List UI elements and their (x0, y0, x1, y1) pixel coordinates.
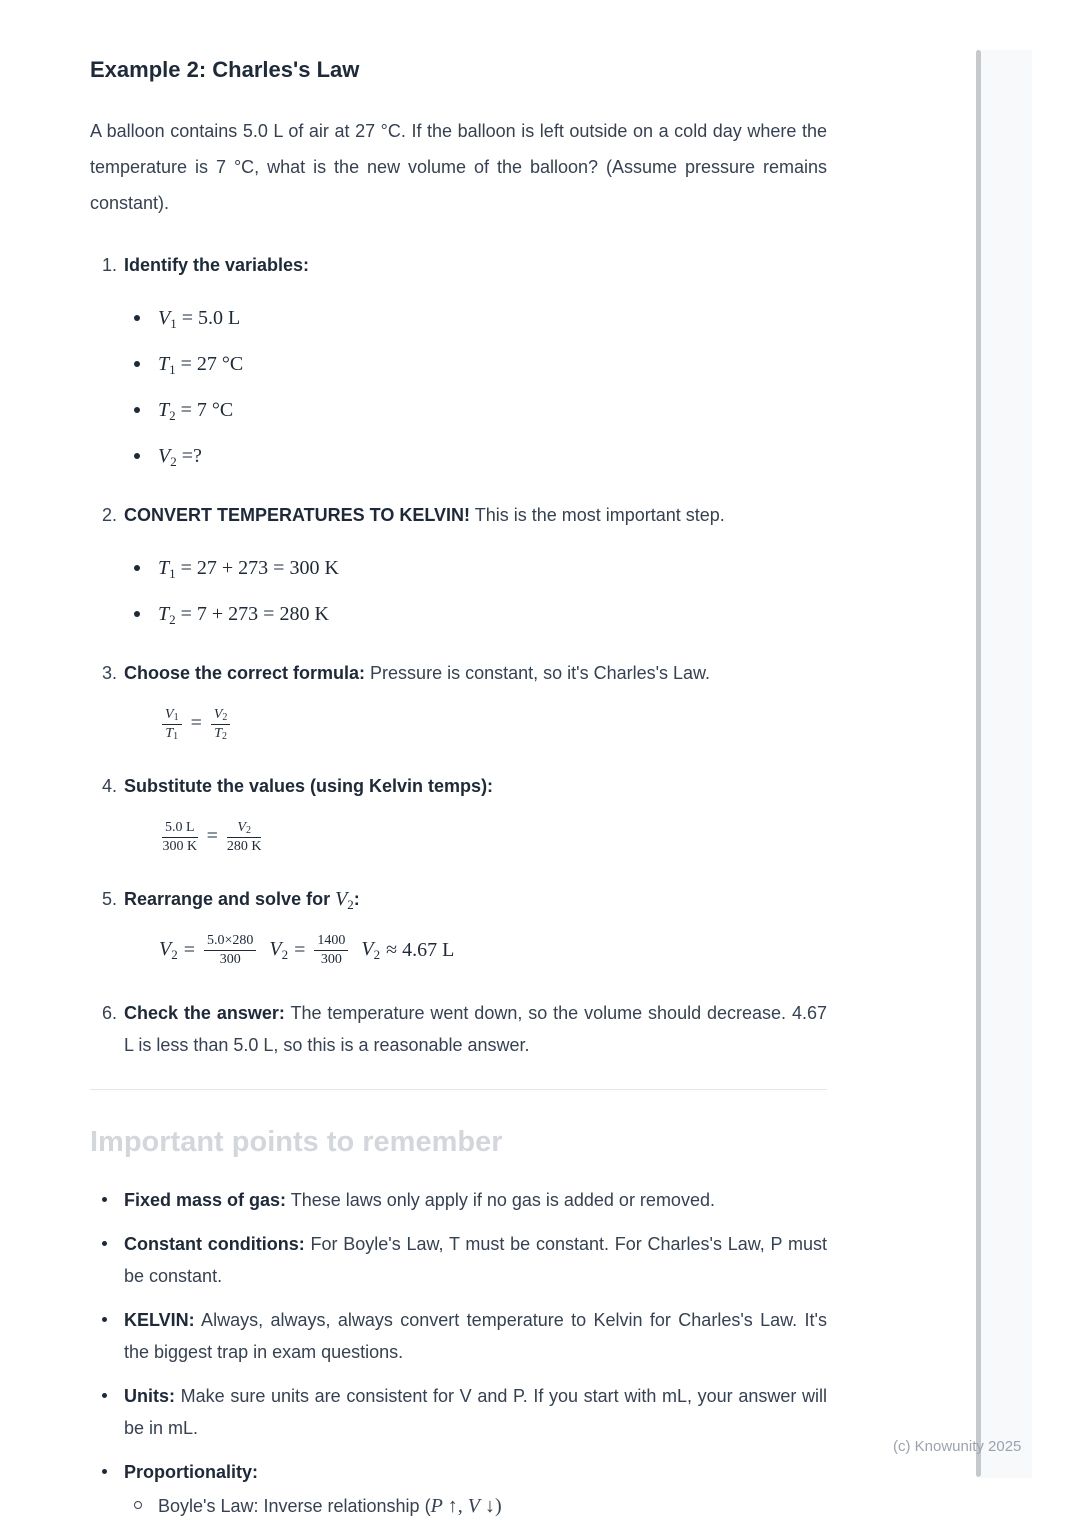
fraction-numerator: 1400 (314, 933, 348, 951)
step-label: Rearrange and solve for (124, 889, 336, 910)
list-item (124, 397, 827, 425)
math-subscript: 1 (173, 731, 179, 743)
math-subscript: 2 (373, 947, 381, 963)
math-expression (158, 399, 233, 421)
bullet-icon (134, 315, 140, 321)
math-subscript: 2 (169, 408, 176, 423)
document-page (90, 0, 827, 1534)
note-text: Make sure units are consistent for V and P. If you start with mL, your answer will be in mL. (124, 1385, 827, 1438)
section-divider (90, 1089, 827, 1090)
bullet-icon (134, 565, 140, 571)
solution-steps-list (90, 249, 827, 1061)
circle-bullet-icon (134, 1501, 142, 1509)
fraction-denominator: 300 (320, 952, 342, 968)
bullet-icon (102, 1393, 107, 1398)
example-heading: Example 2: Charles's Law (90, 57, 360, 82)
fraction-numerator (227, 820, 262, 838)
note-text: Always, always, always convert temperature to Kelvin for Charles's Law. It's the biggest trap in exam questions. (124, 1309, 827, 1362)
math-subscript: 1 (169, 566, 176, 581)
inline-math (431, 1495, 502, 1517)
note-text: These laws only apply if no gas is added or removed. (286, 1189, 715, 1210)
math-variable: T (158, 603, 170, 625)
substituted-formula (159, 820, 827, 855)
step-label: Substitute the values (using Kelvin temps): (124, 776, 494, 797)
math-value: = 27 + 273 = 300 K (175, 557, 339, 579)
bullet-icon (102, 1241, 107, 1246)
proportionality-sublist (124, 1490, 827, 1522)
up-arrow-icon: ↑ (442, 1494, 458, 1517)
step-number: 4. (102, 776, 118, 797)
step-3 (90, 657, 827, 742)
math-variable: T (158, 557, 170, 579)
step-2 (90, 499, 827, 629)
math-subscript: 1 (170, 316, 177, 331)
bullet-icon (134, 453, 140, 459)
step-number: 3. (102, 663, 118, 683)
equals-sign: = (294, 938, 306, 961)
fraction (162, 820, 198, 855)
math-subscript: 2 (222, 731, 228, 743)
solve-equation (159, 933, 827, 968)
fraction (211, 707, 231, 742)
list-item (124, 351, 827, 379)
math-variable: V (269, 938, 282, 961)
bullet-icon (134, 611, 140, 617)
problem-statement: A balloon contains 5.0 L of air at 27 °C. If the balloon is left outside on a cold day where the temperature is 7 °C, what is the new volume of the balloon? (Assume pressure remains constant). (90, 121, 827, 213)
math-subscript: 2 (281, 947, 289, 963)
important-points-heading: Important points to remember (90, 1125, 503, 1158)
kelvin-conversion-list (124, 555, 827, 629)
step-colon: : (353, 889, 360, 910)
close-paren: ) (495, 1494, 502, 1517)
important-points-list (90, 1184, 827, 1522)
list-item (124, 601, 827, 629)
step-text (124, 883, 827, 915)
math-subscript: 2 (171, 947, 178, 963)
math-variable: T (165, 726, 174, 742)
math-value: =? (176, 445, 202, 467)
list-item (124, 555, 827, 583)
step-rest: This is the most important step. (470, 505, 725, 525)
step-label: CONVERT TEMPERATURES TO KELVIN! (124, 505, 471, 525)
note-kelvin (90, 1304, 827, 1368)
equals-sign: = (183, 938, 195, 961)
fraction-numerator: 5.0 L (162, 820, 198, 838)
fraction-denominator: 280 K (226, 839, 262, 855)
fraction-denominator (162, 725, 182, 742)
math-variable: V (213, 707, 223, 722)
math-variable: V (165, 707, 174, 722)
separator: , (457, 1494, 468, 1517)
subnote-text: Boyle's Law: Inverse relationship ( (158, 1495, 431, 1516)
step-text (124, 770, 827, 802)
step-text (124, 499, 827, 531)
note-label: Constant conditions: (124, 1233, 305, 1254)
scrollbar-thumb[interactable] (976, 50, 981, 1477)
math-value: = 7 °C (175, 399, 234, 421)
note-label: Units: (124, 1385, 175, 1406)
step-label: Identify the variables: (124, 255, 310, 275)
step-number: 5. (102, 889, 118, 910)
math-subscript: 2 (170, 454, 177, 469)
bullet-icon (102, 1469, 107, 1474)
step-label: Check the answer: (124, 1002, 285, 1023)
note-proportionality (90, 1456, 827, 1522)
math-subscript: 2 (169, 612, 176, 627)
fraction-numerator: 5.0×280 (204, 933, 256, 951)
step-text (124, 997, 827, 1061)
step-text (124, 657, 827, 689)
equals-sign: = (206, 825, 218, 848)
note-constant-conditions (90, 1228, 827, 1292)
math-expression (158, 603, 329, 625)
math-subscript: 2 (347, 897, 354, 913)
math-subscript: 1 (173, 712, 179, 723)
math-variable: T (214, 726, 223, 742)
math-variable: V (361, 938, 374, 961)
math-variable: T (158, 353, 170, 375)
bullet-icon (102, 1197, 107, 1202)
note-text: For Boyle's Law, T must be constant. For Charles's Law, P must be constant. (124, 1233, 827, 1286)
step-4 (90, 770, 827, 855)
math-subscript: 2 (222, 712, 228, 723)
math-variable: T (158, 399, 170, 421)
step-5 (90, 883, 827, 968)
math-variable: V (158, 307, 171, 329)
step-number: 1. (102, 255, 118, 275)
step-text (124, 249, 827, 281)
charles-law-formula (159, 707, 827, 742)
math-value: = 27 °C (175, 353, 244, 375)
step-number: 2. (102, 505, 118, 525)
note-boyles-law (124, 1490, 827, 1522)
fraction (227, 820, 262, 855)
note-units (90, 1380, 827, 1444)
fraction-numerator (211, 707, 231, 725)
fraction-denominator: 300 (219, 952, 241, 968)
step-1 (90, 249, 827, 471)
variables-list (124, 305, 827, 471)
math-variable: V (159, 938, 172, 961)
fraction (314, 933, 348, 968)
math-variable: V (237, 820, 246, 836)
equals-sign: = (190, 712, 202, 735)
fraction (162, 707, 182, 742)
bullet-icon (134, 407, 140, 413)
math-variable: P (430, 1494, 443, 1517)
fraction-denominator: 300 K (162, 839, 198, 855)
math-expression (158, 557, 339, 579)
fraction-denominator (211, 725, 231, 742)
note-label: Fixed mass of gas: (124, 1189, 287, 1210)
step-number: 6. (102, 1002, 118, 1023)
math-result: ≈ 4.67 L (386, 938, 455, 961)
math-value: = 5.0 L (176, 307, 241, 329)
math-variable: V (158, 445, 171, 467)
fraction (204, 933, 256, 968)
note-label: Proportionality: (124, 1461, 258, 1482)
down-arrow-icon: ↓ (480, 1494, 496, 1517)
step-rest: Pressure is constant, so it's Charles's Law. (365, 663, 711, 683)
list-item (124, 443, 827, 471)
math-subscript: 1 (169, 362, 176, 377)
copyright-watermark: (c) Knowunity 2025 (893, 1438, 1022, 1455)
step-label: Choose the correct formula: (124, 663, 366, 683)
bullet-icon (102, 1317, 107, 1322)
math-expression (158, 353, 243, 375)
note-fixed-mass (90, 1184, 827, 1216)
scrollbar-track[interactable] (981, 50, 1032, 1478)
math-subscript: 2 (245, 825, 251, 837)
step-6 (90, 997, 827, 1061)
math-variable: V (335, 888, 348, 911)
fraction-numerator (162, 707, 182, 725)
math-value: = 7 + 273 = 280 K (175, 603, 329, 625)
note-label: KELVIN: (124, 1309, 195, 1330)
math-expression (158, 307, 240, 329)
math-expression (158, 445, 202, 467)
list-item (124, 305, 827, 333)
inline-math (335, 888, 354, 913)
step-rest: The temperature went down, so the volume should decrease. 4.67 L is less than 5.0 L, so this is a reasonable answer. (124, 1002, 827, 1055)
math-variable: V (467, 1494, 481, 1517)
bullet-icon (134, 361, 140, 367)
